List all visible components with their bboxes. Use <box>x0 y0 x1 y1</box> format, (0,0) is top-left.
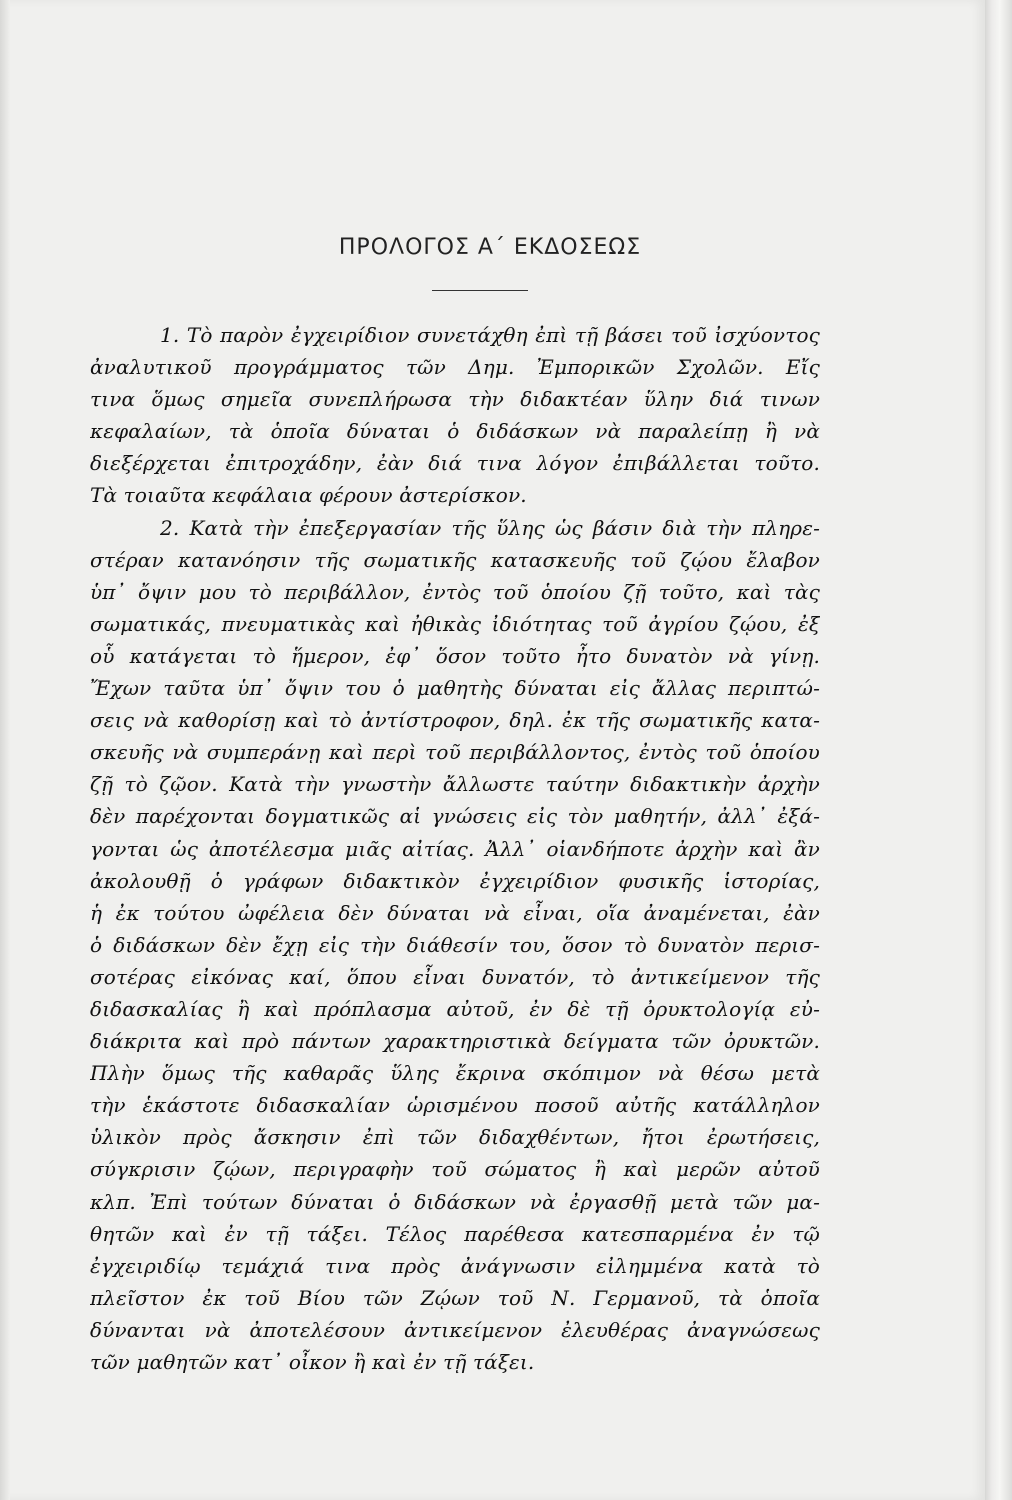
text-line: ἡ ἐκ τούτου ὠφέλεια δὲν δύναται νὰ εἶναι, οἵα ἀναμένεται, ἐὰν <box>90 900 820 925</box>
text-line: ζῇ τὸ ζῷον. Κατὰ τὴν γνωστὴν ἄλλωστε ταύτην διδακτικὴν ἀρχὴν <box>90 772 820 797</box>
page-title: ΠΡΟΛΟΓΟΣ Α΄ ΕΚΔΟΣΕΩΣ <box>338 235 642 260</box>
text-line: οὗ κατάγεται τὸ ἥμερον, ἐφ᾽ ὅσον τοῦτο ἦτο δυνατὸν νὰ γίνῃ. <box>90 643 820 668</box>
text-line: ὁ διδάσκων δὲν ἔχῃ εἰς τὴν διάθεσίν του, ὅσον τὸ δυνατὸν περισ- <box>90 932 820 957</box>
text-line: ὑλικὸν πρὸς ἄσκησιν ἐπὶ τῶν διδαχθέντων, ἤτοι ἐρωτήσεις, <box>90 1125 820 1150</box>
text-line: δὲν παρέχονται δογματικῶς αἱ γνώσεις εἰς τὸν μαθητήν, ἀλλ᾽ ἐξά- <box>90 804 820 829</box>
text-line: τὴν ἑκάστοτε διδασκαλίαν ὡρισμένου ποσοῦ αὐτῆς κατάλληλον <box>90 1093 820 1118</box>
text-line: σοτέρας εἰκόνας καί, ὅπου εἶναι δυνατόν, τὸ ἀντικείμενον τῆς <box>90 964 820 989</box>
text-line: ἀκολουθῇ ὁ γράφων διδακτικὸν ἐγχειρίδιον φυσικῆς ἱστορίας, <box>90 868 820 893</box>
text-line: κλπ. Ἐπὶ τούτων δύναται ὁ διδάσκων νὰ ἐργασθῇ μετὰ τῶν μα- <box>90 1189 820 1214</box>
text-line: στέραν κατανόησιν τῆς σωματικῆς κατασκευῆς τοῦ ζῴου ἔλαβον <box>90 547 820 572</box>
page-content <box>90 220 820 1378</box>
preface-body <box>90 319 820 1378</box>
text-line: κεφαλαίων, τὰ ὁποῖα δύναται ὁ διδάσκων νὰ παραλείπῃ ἢ νὰ <box>90 419 820 444</box>
text-line: σωματικάς, πνευματικὰς καὶ ἠθικὰς ἰδιότητας τοῦ ἀγρίου ζῴου, ἐξ <box>90 611 820 636</box>
text-line: θητῶν καὶ ἐν τῇ τάξει. Τέλος παρέθεσα κατεσπαρμένα ἐν τῷ <box>90 1221 820 1246</box>
page-stack-edge <box>985 0 1012 1500</box>
text-line: ἐγχειριδίῳ τεμάχιά τινα πρὸς ἀνάγνωσιν εἰλημμένα κατὰ τὸ <box>90 1253 820 1278</box>
text-line: 2. Κατὰ τὴν ἐπεξεργασίαν τῆς ὕλης ὡς βάσιν διὰ τὴν πληρε- <box>160 515 820 540</box>
text-line: διάκριτα καὶ πρὸ πάντων χαρακτηριστικὰ δείγματα τῶν ὀρυκτῶν. <box>90 1029 820 1054</box>
text-line: Πλὴν ὅμως τῆς καθαρᾶς ὕλης ἔκρινα σκόπιμον νὰ θέσω μετὰ <box>90 1061 820 1086</box>
text-line: δύνανται νὰ ἀποτελέσουν ἀντικείμενον ἐλευθέρας ἀναγνώσεως <box>90 1317 820 1342</box>
text-line: Ἔχων ταῦτα ὑπ᾽ ὄψιν του ὁ μαθητὴς δύναται εἰς ἄλλας περιπτώ- <box>90 676 820 701</box>
text-line: διεξέρχεται ἐπιτροχάδην, ἐὰν διά τινα λόγον ἐπιβάλλεται τοῦτο. <box>90 451 820 476</box>
title-divider <box>432 290 528 291</box>
text-line: σκευῆς νὰ συμπεράνῃ καὶ περὶ τοῦ περιβάλλοντος, ἐντὸς τοῦ ὁποίου <box>90 740 820 765</box>
text-line: Τὰ τοιαῦτα κεφάλαια φέρουν ἀστερίσκον. <box>90 483 527 508</box>
text-line: διδασκαλίας ἢ καὶ πρόπλασμα αὐτοῦ, ἐν δὲ τῇ ὀρυκτολογίᾳ εὐ- <box>90 996 820 1021</box>
text-line: ἀναλυτικοῦ προγράμματος τῶν Δημ. Ἐμπορικῶν Σχολῶν. Εἴς <box>90 355 820 380</box>
text-line: σεις νὰ καθορίσῃ καὶ τὸ ἀντίστροφον, δηλ. ἐκ τῆς σωματικῆς κατα- <box>90 708 820 733</box>
page-binding-edge <box>0 0 10 1500</box>
text-line: γονται ὡς ἀποτέλεσμα μιᾶς αἰτίας. Ἀλλ᾽ οἱανδήποτε ἀρχὴν καὶ ἂν <box>90 836 820 861</box>
text-line: 1. Τὸ παρὸν ἐγχειρίδιον συνετάχθη ἐπὶ τῇ βάσει τοῦ ἰσχύοντος <box>160 323 820 347</box>
text-line: πλεῖστον ἐκ τοῦ Βίου τῶν Ζῴων τοῦ Ν. Γερμανοῦ, τὰ ὁποῖα <box>90 1285 820 1310</box>
text-line: τῶν μαθητῶν κατ᾽ οἶκον ἢ καὶ ἐν τῇ τάξει. <box>90 1350 535 1374</box>
text-line: τινα ὅμως σημεῖα συνεπλήρωσα τὴν διδακτέαν ὕλην διά τινων <box>90 387 820 412</box>
text-line: σύγκρισιν ζῴων, περιγραφὴν τοῦ σώματος ἢ καὶ μερῶν αὐτοῦ <box>90 1157 820 1182</box>
text-line: ὑπ᾽ ὄψιν μου τὸ περιβάλλον, ἐντὸς τοῦ ὁποίου ζῇ τοῦτο, καὶ τὰς <box>90 579 820 604</box>
